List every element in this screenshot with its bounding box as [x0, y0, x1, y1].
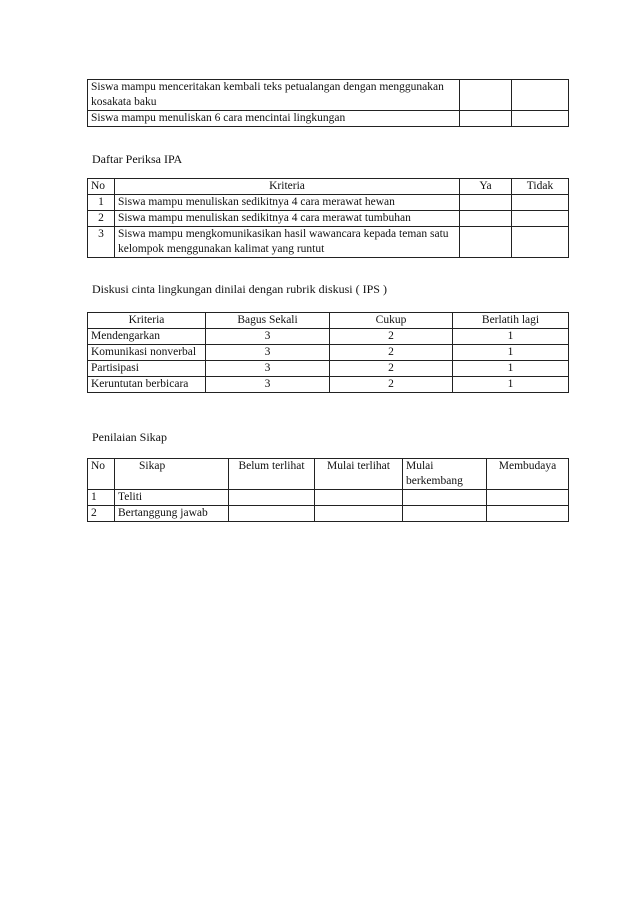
table-row: [88, 80, 569, 111]
table-row: [88, 227, 569, 258]
row-number: 3: [88, 227, 115, 258]
table-row: [88, 490, 569, 506]
header-sikap: Sikap: [115, 459, 229, 490]
header-ya: Ya: [460, 179, 512, 195]
score-cell: 1: [453, 345, 569, 361]
score-cell: 1: [453, 329, 569, 345]
ips-section-title: Diskusi cinta lingkungan dinilai dengan rubrik diskusi ( IPS ): [92, 282, 387, 296]
row-number: 2: [88, 211, 115, 227]
header-no: No: [88, 459, 115, 490]
check-cell: [460, 227, 512, 258]
header-mulai-terlihat: Mulai terlihat: [315, 459, 403, 490]
table-row: [88, 506, 569, 522]
attitude-cell: Teliti: [115, 490, 229, 506]
score-cell: 3: [206, 345, 330, 361]
header-kriteria: Kriteria: [115, 179, 460, 195]
header-kriteria: Kriteria: [88, 313, 206, 329]
check-cell: [315, 506, 403, 522]
check-cell: [460, 211, 512, 227]
criteria-cell: Siswa mampu menuliskan sedikitnya 4 cara merawat tumbuhan: [115, 211, 460, 227]
criteria-cell: Mendengarkan: [88, 329, 206, 345]
ips-rubric-table: [87, 312, 569, 393]
table-header-row: [88, 459, 569, 490]
check-cell: [460, 80, 512, 111]
check-cell: [460, 111, 512, 127]
checklist-top-table: [87, 79, 569, 127]
row-number: 2: [88, 506, 115, 522]
check-cell: [460, 195, 512, 211]
score-cell: 2: [330, 361, 453, 377]
criteria-cell: Siswa mampu menceritakan kembali teks petualangan dengan menggunakan kosakata baku: [88, 80, 460, 111]
score-cell: 3: [206, 329, 330, 345]
score-cell: 2: [330, 345, 453, 361]
table-row: [88, 329, 569, 345]
sikap-section-title: Penilaian Sikap: [92, 430, 167, 444]
table-row: [88, 377, 569, 393]
header-bagus-sekali: Bagus Sekali: [206, 313, 330, 329]
header-cukup: Cukup: [330, 313, 453, 329]
table-row: [88, 111, 569, 127]
table-row: [88, 195, 569, 211]
table-row: [88, 345, 569, 361]
header-no: No: [88, 179, 115, 195]
ipa-table: [87, 178, 569, 258]
check-cell: [487, 506, 569, 522]
score-cell: 1: [453, 361, 569, 377]
score-cell: 3: [206, 361, 330, 377]
ipa-section-title: Daftar Periksa IPA: [92, 152, 183, 166]
table-row: [88, 361, 569, 377]
check-cell: [512, 111, 569, 127]
attitude-cell: Bertanggung jawab: [115, 506, 229, 522]
header-membudaya: Membudaya: [487, 459, 569, 490]
row-number: 1: [88, 195, 115, 211]
check-cell: [403, 490, 487, 506]
check-cell: [403, 506, 487, 522]
header-berlatih-lagi: Berlatih lagi: [453, 313, 569, 329]
criteria-cell: Siswa mampu mengkomunikasikan hasil wawancara kepada teman satu kelompok menggunakan kalimat yang runtut: [115, 227, 460, 258]
header-mulai-berkembang: Mulai berkembang: [403, 459, 487, 490]
criteria-cell: Komunikasi nonverbal: [88, 345, 206, 361]
check-cell: [229, 490, 315, 506]
table-header-row: [88, 179, 569, 195]
sikap-table: [87, 458, 569, 522]
criteria-cell: Keruntutan berbicara: [88, 377, 206, 393]
criteria-cell: Siswa mampu menuliskan 6 cara mencintai lingkungan: [88, 111, 460, 127]
criteria-cell: Partisipasi: [88, 361, 206, 377]
score-cell: 1: [453, 377, 569, 393]
check-cell: [512, 227, 569, 258]
score-cell: 2: [330, 329, 453, 345]
check-cell: [315, 490, 403, 506]
check-cell: [512, 211, 569, 227]
table-row: [88, 211, 569, 227]
check-cell: [229, 506, 315, 522]
check-cell: [512, 195, 569, 211]
check-cell: [512, 80, 569, 111]
table-header-row: [88, 313, 569, 329]
row-number: 1: [88, 490, 115, 506]
score-cell: 2: [330, 377, 453, 393]
check-cell: [487, 490, 569, 506]
header-tidak: Tidak: [512, 179, 569, 195]
header-belum-terlihat: Belum terlihat: [229, 459, 315, 490]
score-cell: 3: [206, 377, 330, 393]
criteria-cell: Siswa mampu menuliskan sedikitnya 4 cara merawat hewan: [115, 195, 460, 211]
